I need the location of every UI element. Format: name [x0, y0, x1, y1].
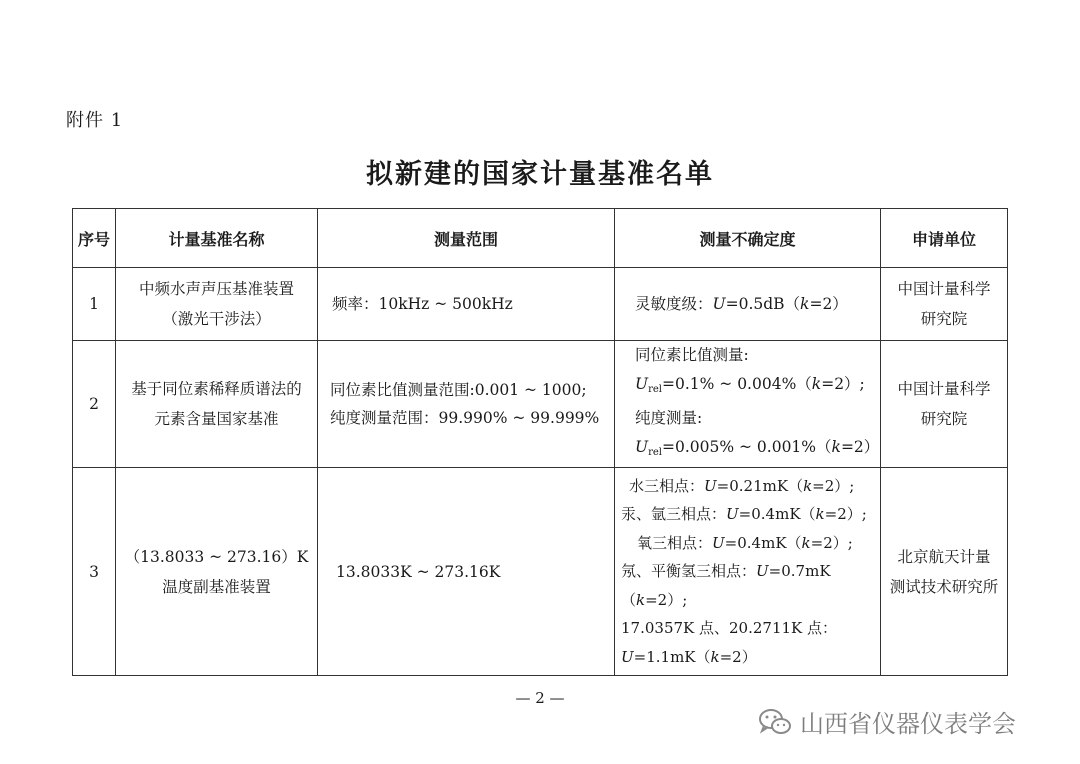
- applicant-unit: 北京航天计量 测试技术研究所: [881, 468, 1008, 676]
- header-unit: 申请单位: [881, 209, 1008, 268]
- attachment-label: 附件 1: [66, 110, 124, 131]
- measurement-uncertainty: 水三相点：U=0.21mK（k=2）; 汞、氩三相点：U=0.4mK（k=2）; 氧三相点：U=0.4mK（k=2）; 氖、平衡氢三相点：U=0.7mK （k=2）; 17.0357K 点、20.2711K 点： U=1.1mK（k=2）: [615, 468, 881, 676]
- measurement-range: 13.8033K ~ 273.16K: [318, 468, 615, 676]
- measurement-uncertainty: 灵敏度级：U=0.5dB（k=2）: [615, 268, 881, 341]
- table-row: [73, 341, 1008, 468]
- header-range: 测量范围: [318, 209, 615, 268]
- applicant-unit: 中国计量科学 研究院: [881, 341, 1008, 468]
- table-row: [73, 468, 1008, 676]
- measurement-range: 频率：10kHz ~ 500kHz: [318, 268, 615, 341]
- row-number: 3: [73, 468, 116, 676]
- applicant-unit: 中国计量科学 研究院: [881, 268, 1008, 341]
- measurement-range: 同位素比值测量范围:0.001 ~ 1000; 纯度测量范围：99.990% ~ 99.999%: [318, 341, 615, 468]
- measurement-uncertainty: 同位素比值测量: $U_{rel}=0.1\%$ ~ 0.004%（k=2）; 纯度测量: $U_{rel}=0.005\%$ ~ 0.001%（k=2）: [615, 341, 881, 468]
- standard-name: 基于同位素稀释质谱法的 元素含量国家基准: [116, 341, 318, 468]
- standards-table: [72, 208, 1008, 676]
- standard-name: （13.8033 ~ 273.16）K 温度副基准装置: [116, 468, 318, 676]
- row-number: 2: [73, 341, 116, 468]
- row-number: 1: [73, 268, 116, 341]
- document-title: 拟新建的国家计量基准名单: [366, 159, 714, 190]
- header-uncertainty: 测量不确定度: [615, 209, 881, 268]
- watermark: [758, 704, 1016, 739]
- table-header-row: [73, 209, 1008, 268]
- standard-name: 中频水声声压基准装置 （激光干涉法）: [116, 268, 318, 341]
- wechat-icon: [758, 707, 792, 737]
- table-row: [73, 268, 1008, 341]
- watermark-text: 山西省仪器仪表学会: [800, 710, 1016, 738]
- page-number: — 2 —: [515, 689, 565, 707]
- header-name: 计量基准名称: [116, 209, 318, 268]
- header-num: 序号: [73, 209, 116, 268]
